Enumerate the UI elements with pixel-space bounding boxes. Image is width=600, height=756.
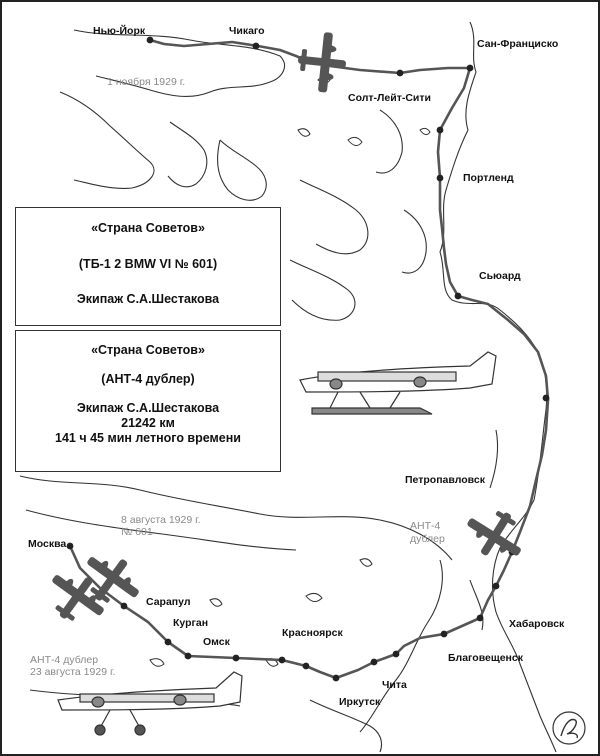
city-label-chicago: Чикаго	[229, 25, 265, 37]
city-label-san-francisco: Сан-Франциско	[477, 38, 559, 50]
city-label-petropavlovsk: Петропавловск	[405, 474, 485, 486]
city-label-irkutsk: Иркутск	[339, 696, 381, 708]
info-box-1-crew: Экипаж С.А.Шестакова	[76, 292, 220, 306]
ant4-backup-label: АНТ-4	[410, 520, 441, 532]
info-box-2-title: «Страна Советов»	[91, 343, 205, 357]
city-label-chita: Чита	[382, 679, 407, 691]
publisher-monogram-logo	[551, 710, 587, 746]
plane-silhouette-usa	[295, 30, 349, 95]
info-box-1-subtitle: (ТБ-1 2 BMW VI № 601)	[78, 257, 218, 271]
city-label-portland: Портленд	[463, 172, 514, 184]
departure-number-note: № 601	[121, 526, 153, 538]
info-box-2-crew: Экипаж С.А.Шестакова	[76, 401, 220, 415]
info-box-tb1	[15, 207, 281, 326]
departure-date-note: 8 августа 1929 г.	[121, 514, 201, 526]
ant4-backup-lower-label: АНТ-4 дублер	[30, 654, 99, 666]
info-box-1-title: «Страна Советов»	[91, 221, 205, 235]
city-label-new-york: Нью-Йорк	[93, 25, 146, 37]
ant4-backup-lower-date: 23 августа 1929 г.	[30, 666, 116, 678]
seaplane-drawing	[300, 352, 496, 414]
city-label-krasnoyarsk: Красноярск	[282, 627, 343, 639]
info-box-2-distance: 21242 км	[121, 416, 175, 430]
city-label-khabarovsk: Хабаровск	[509, 618, 565, 630]
city-label-kurgan: Курган	[173, 617, 209, 629]
city-label-moscow: Москва	[28, 538, 67, 550]
info-box-2-flight-time: 141 ч 45 мин летного времени	[55, 431, 241, 445]
info-box-2-subtitle: (АНТ-4 дублер)	[101, 372, 195, 386]
city-label-seward: Сьюард	[479, 270, 521, 282]
landplane-drawing	[58, 672, 242, 735]
city-label-salt-lake-city: Солт-Лейт-Сити	[348, 92, 431, 104]
ant4-backup-label-2: дублер	[410, 533, 445, 545]
city-label-omsk: Омск	[203, 636, 230, 648]
arrival-date-note: 1 ноября 1929 г.	[107, 76, 186, 88]
city-label-sarapul: Сарапул	[146, 596, 191, 608]
info-box-ant4	[15, 330, 281, 472]
city-label-blagoveshchensk: Благовещенск	[448, 652, 523, 664]
